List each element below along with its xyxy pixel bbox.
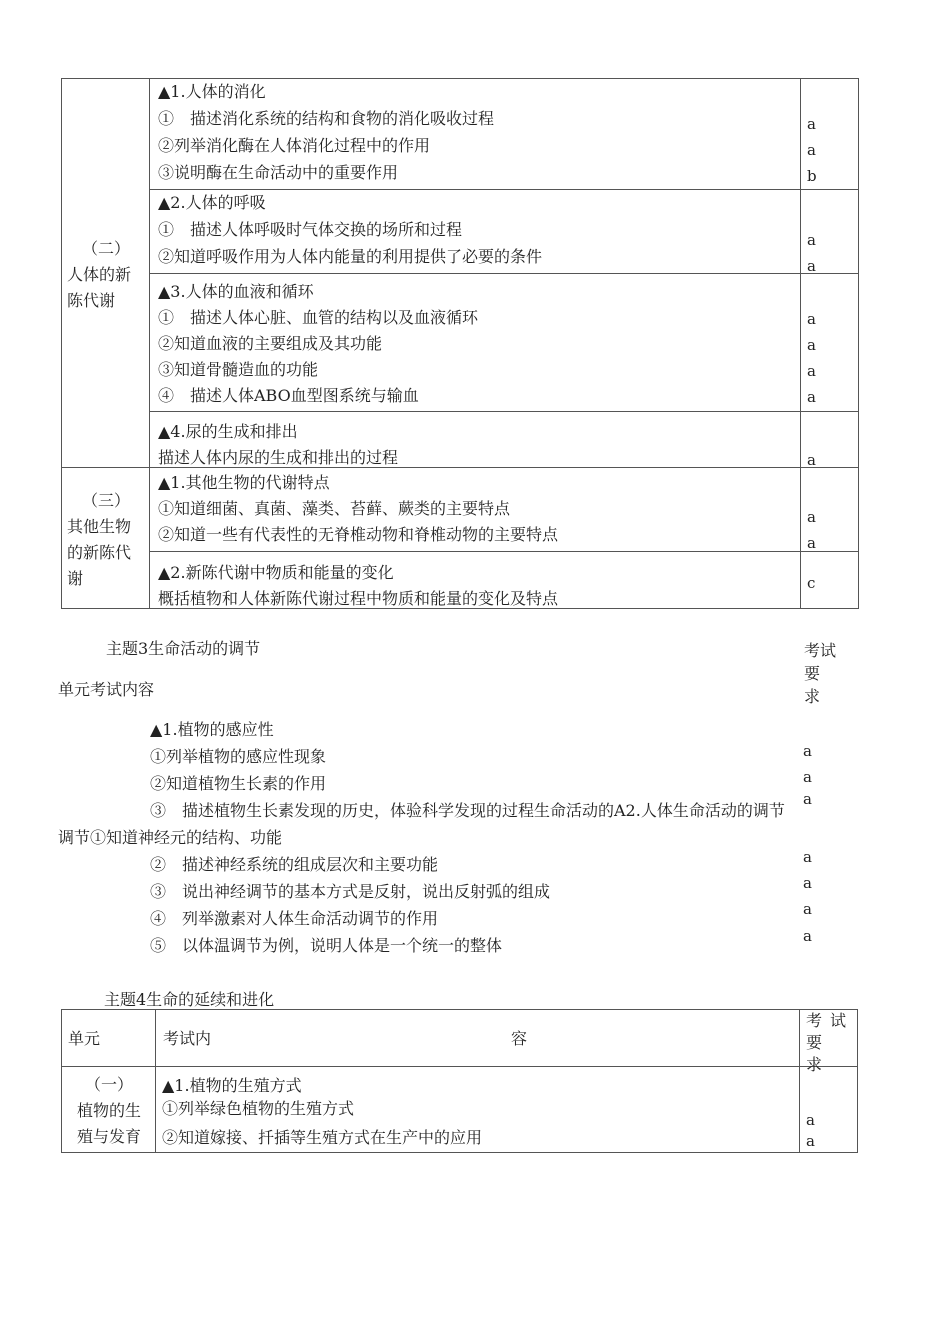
level-value: a: [807, 451, 816, 469]
table-border: [61, 1009, 858, 1010]
column-header-requirement: [806, 1010, 856, 1074]
content-item: ②列举消化酶在人体消化过程中的作用: [158, 136, 431, 155]
row-divider: [149, 411, 859, 412]
table-border: [61, 1152, 858, 1153]
level-value: a: [807, 508, 816, 526]
unit-label-1: [62, 1072, 156, 1150]
level-value: a: [806, 1111, 815, 1129]
unit-label-line: 植物的生: [76, 1101, 141, 1120]
row-divider: [149, 273, 859, 274]
level-value: a: [807, 257, 816, 275]
content-line: ②知道植物生长素的作用: [150, 774, 327, 793]
level-value: a: [807, 336, 816, 354]
level-value: a: [803, 742, 812, 760]
requirement-header-line: 要: [806, 1033, 823, 1052]
table-border: [799, 1009, 800, 1153]
table-row: [158, 470, 558, 548]
table-border: [800, 78, 801, 609]
table-row: [162, 1073, 482, 1151]
unit-label-line: （二）: [81, 239, 130, 258]
level-cell: [807, 570, 815, 596]
requirement-header-line: 求: [806, 1055, 823, 1074]
table-border: [857, 1009, 858, 1153]
level-cell: [807, 227, 816, 279]
level-value: a: [803, 848, 812, 866]
requirement-header-line: 考 试: [806, 1011, 847, 1030]
content-item: ①列举绿色植物的生殖方式: [162, 1099, 355, 1118]
level-value: c: [807, 574, 816, 592]
content-item: ④ 描述人体ABO血型图系统与输血: [158, 386, 419, 405]
unit-label-line: 其他生物: [67, 517, 132, 536]
content-line: ③ 说出神经调节的基本方式是反射，说出反射弧的组成: [150, 882, 551, 901]
level-cell: [807, 306, 816, 410]
section-title: 主题4生命的延续和进化: [104, 990, 275, 1009]
level-value: a: [803, 874, 812, 892]
unit-label-3: [62, 488, 150, 592]
level-value: a: [807, 141, 816, 159]
section-title: 主题3生命活动的调节: [106, 639, 261, 658]
level-value: a: [803, 790, 812, 808]
content-item: ① 描述消化系统的结构和食物的消化吸收过程: [158, 109, 495, 128]
table-row: [158, 190, 542, 270]
content-item: ① 描述人体心脏、血管的结构以及血液循环: [158, 308, 479, 327]
content-line: 调节①知道神经元的结构、功能: [58, 828, 283, 847]
topic-heading: ▲2.新陈代谢中物质和能量的变化: [158, 563, 394, 582]
level-value: a: [807, 534, 816, 552]
level-cell: [807, 504, 816, 556]
requirement-header-line: 要: [804, 664, 821, 683]
unit-label-line: 陈代谢: [67, 291, 116, 310]
column-header-content: 考试内: [163, 1029, 212, 1048]
content-item: ① 描述人体呼吸时气体交换的场所和过程: [158, 220, 463, 239]
table-row: [158, 79, 494, 186]
requirement-header-line: 求: [804, 687, 821, 706]
unit-label-line: 人体的新: [67, 265, 132, 284]
content-item: 概括植物和人体新陈代谢过程中物质和能量的变化及特点: [158, 589, 559, 608]
requirement-header-line: 考试: [804, 641, 837, 660]
level-value: a: [807, 115, 816, 133]
level-cell: [806, 1107, 815, 1154]
table-border: [858, 78, 859, 609]
row-divider: [149, 551, 859, 552]
content-line: ①列举植物的感应性现象: [150, 747, 327, 766]
column-header-content: 容: [511, 1029, 528, 1048]
table-row: [158, 279, 478, 409]
unit-label-line: （一）: [84, 1075, 133, 1094]
level-value: a: [803, 768, 812, 786]
content-line: ③ 描述植物生长素发现的历史，体验科学发现的过程生命活动的A2.人体生命活动的调节: [150, 801, 785, 820]
content-line: ▲1.植物的感应性: [150, 720, 274, 739]
level-value: a: [803, 900, 812, 918]
content-item: ②知道嫁接、扦插等生殖方式在生产中的应用: [162, 1128, 483, 1147]
topic-heading: ▲3.人体的血液和循环: [158, 282, 314, 301]
level-cell: [807, 111, 817, 189]
unit-label-line: 殖与发育: [76, 1127, 141, 1146]
content-item: ③知道骨髓造血的功能: [158, 360, 319, 379]
unit-content-header: 单元考试内容: [58, 680, 155, 699]
content-item: ③说明酶在生命活动中的重要作用: [158, 163, 399, 182]
content-item: ②知道一些有代表性的无脊椎动物和脊椎动物的主要特点: [158, 525, 559, 544]
table-border: [61, 1066, 858, 1067]
unit-label-line: （三）: [81, 491, 130, 510]
level-value: a: [807, 231, 816, 249]
level-cell: [807, 447, 816, 473]
level-value: a: [807, 388, 816, 406]
requirement-header: [804, 639, 836, 708]
content-item: ①知道细菌、真菌、藻类、苔藓、蕨类的主要特点: [158, 499, 511, 518]
content-item: ②知道血液的主要组成及其功能: [158, 334, 383, 353]
content-item: 描述人体内尿的生成和排出的过程: [158, 448, 399, 467]
level-value: b: [807, 167, 817, 185]
content-line: ② 描述神经系统的组成层次和主要功能: [150, 855, 439, 874]
level-value: a: [807, 310, 816, 328]
topic-heading: ▲4.尿的生成和排出: [158, 422, 298, 441]
topic-heading: ▲1.人体的消化: [158, 82, 266, 101]
table-row: [158, 419, 398, 471]
topic-heading: ▲1.植物的生殖方式: [162, 1076, 302, 1095]
content-line: ④ 列举激素对人体生命活动调节的作用: [150, 909, 439, 928]
content-line: ⑤ 以体温调节为例，说明人体是一个统一的整体: [150, 936, 503, 955]
level-value: a: [806, 1132, 815, 1150]
topic-heading: ▲1.其他生物的代谢特点: [158, 473, 330, 492]
column-header-unit: 单元: [68, 1029, 101, 1048]
table-row: [158, 560, 558, 612]
level-value: a: [807, 362, 816, 380]
unit-label-line: 的新陈代: [67, 543, 132, 562]
topic-heading: ▲2.人体的呼吸: [158, 193, 266, 212]
unit-label-line: 谢: [67, 569, 84, 588]
content-item: ②知道呼吸作用为人体内能量的利用提供了必要的条件: [158, 247, 543, 266]
unit-label-2: [62, 236, 150, 314]
level-value: a: [803, 927, 812, 945]
